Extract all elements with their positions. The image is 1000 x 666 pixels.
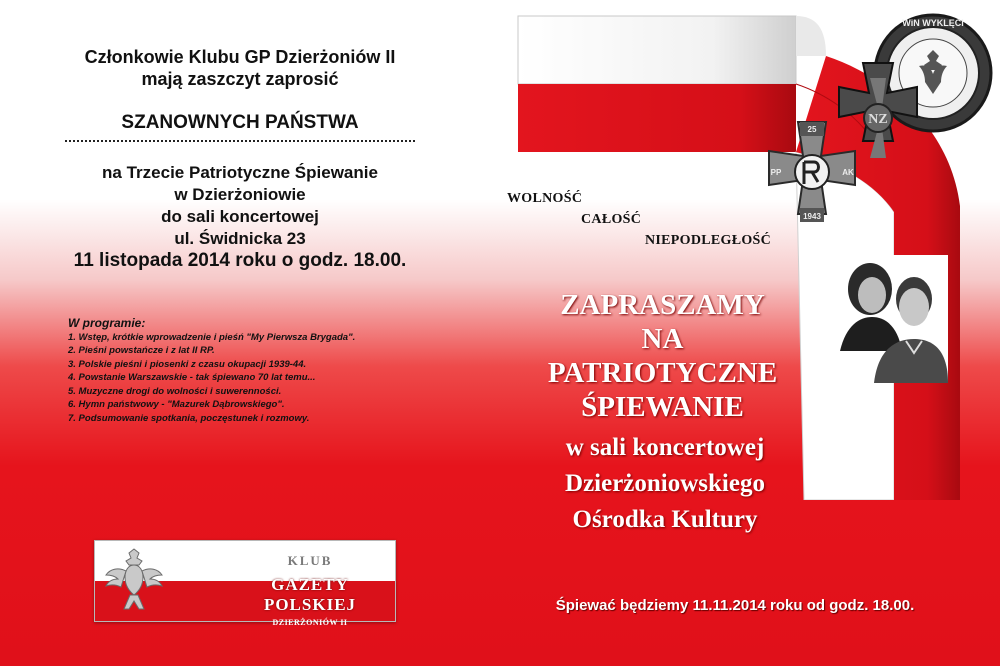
inviter-line: Członkowie Klubu GP Dzierżoniów II (84, 47, 396, 67)
cross-year: 1943 (803, 212, 821, 221)
white-eagle-emblem-icon (103, 543, 165, 619)
venue-headline-line: Ośrodka Kultury (572, 506, 758, 533)
program-item: 6. Hymn państwowy - "Mazurek Dąbrowskiego". (68, 399, 285, 410)
motto-wolnosc: WOLNOŚĆ (507, 191, 583, 206)
motto-niepodleglosc: NIEPODLEGŁOŚĆ (645, 233, 772, 248)
cross-top-number: 25 (807, 125, 817, 134)
headline-line: NA (641, 323, 684, 355)
headline-line: ZAPRASZAMY (560, 289, 765, 321)
program-item: 7. Podsumowanie spotkania, poczęstunek i rozmowy. (68, 412, 310, 424)
event-name: na Trzecie Patriotyczne Śpiewanie (102, 163, 378, 182)
club-logo-banner (94, 540, 396, 627)
cross-left-letters: PP (770, 168, 782, 177)
logo-klub: KLUB (287, 553, 333, 568)
program-item: 2. Pieśni powstańcze i z lat II RP. (68, 345, 215, 356)
program-item: 1. Wstęp, krótkie wprowadzenie i pieśń "My Pierwsza Brygada". (68, 331, 356, 343)
logo-subtitle: DZIERŻONIÓW II (272, 618, 348, 627)
bottom-date-note: Śpiewać będziemy 11.11.2014 roku od godz. 18.00. (555, 597, 915, 614)
dotted-divider (65, 140, 415, 142)
venue-headline-line: Dzierżoniowskiego (565, 470, 765, 497)
headline-line: ŚPIEWANIE (581, 391, 744, 423)
headline (530, 288, 795, 424)
invitation-text-block (40, 46, 440, 272)
cross-right-letters: AK (842, 168, 854, 177)
ak-cross-badge-icon (762, 118, 862, 230)
logo-title: GAZETY POLSKIEJ (263, 575, 357, 614)
event-city: w Dzierżoniowie (174, 185, 306, 204)
motto-calosc: CAŁOŚĆ (581, 212, 642, 227)
honorific: SZANOWNYCH PAŃSTWA (121, 112, 359, 133)
event-hall: do sali koncertowej (161, 207, 319, 226)
cross-nz-letters: NZ (868, 112, 888, 127)
event-date: 11 listopada 2014 roku o godz. 18.00. (73, 250, 407, 271)
venue-headline-line: w sali koncertowej (565, 434, 765, 461)
program-list (68, 317, 428, 425)
program-heading: W programie: (68, 316, 146, 330)
event-address: ul. Świdnicka 23 (174, 229, 306, 248)
program-item: 3. Polskie pieśni i piosenki z czasu okupacji 1939-44. (68, 358, 307, 370)
invite-phrase: mają zaszczyt zaprosić (141, 69, 339, 89)
program-item: 5. Muzyczne drogi do wolności i suwerenności. (68, 385, 282, 397)
medallion-text: WiN WYKLĘCI (902, 18, 964, 28)
portraits-photo (836, 255, 948, 383)
venue-headline (505, 430, 825, 538)
logo-text (225, 553, 395, 627)
venue-block (40, 162, 440, 272)
program-item: 4. Powstanie Warszawskie - tak śpiewano 70 lat temu... (68, 372, 316, 383)
headline-line: PATRIOTYCZNE (547, 357, 778, 389)
